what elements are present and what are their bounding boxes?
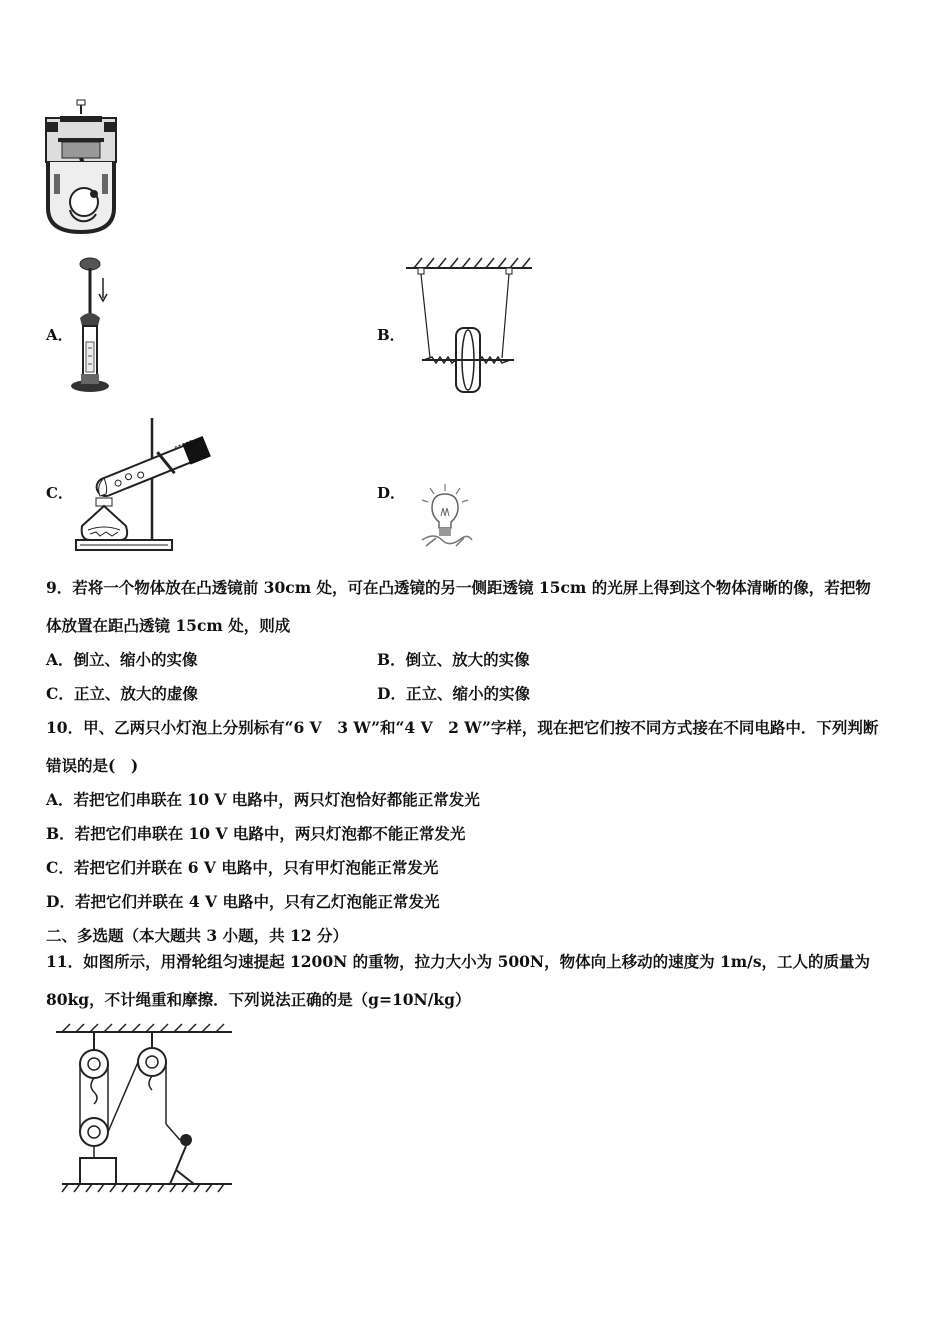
q10-option-a: A．若把它们串联在 10 V 电路中，两只灯泡恰好都能正常发光 xyxy=(46,790,480,809)
q10-text-line1: 10．甲、乙两只小灯泡上分别标有“6 V 3 W”和“4 V 2 W”字样，现在把它们按不同方式接在不同电路中．下列判断 xyxy=(46,718,879,737)
q9-text-line2: 体放置在距凸透镜 15cm 处，则成 xyxy=(46,616,291,635)
q8-option-d-label: D． xyxy=(377,484,406,502)
section-heading-multiple-choice: 二、多选题（本大题共 3 小题，共 12 分） xyxy=(46,926,348,945)
q10-option-b: B．若把它们串联在 10 V 电路中，两只灯泡都不能正常发光 xyxy=(46,824,466,843)
maxwell-wheel-figure xyxy=(402,256,536,398)
q9-option-c: C．正立、放大的虚像 xyxy=(46,684,198,703)
q11-text-line1: 11．如图所示，用滑轮组匀速提起 1200N 的重物，拉力大小为 500N，物体向上移动的速度为 1m/s，工人的质量为 xyxy=(46,952,871,971)
q8-option-a-label: A． xyxy=(46,326,73,344)
q9-text-line1: 9．若将一个物体放在凸透镜前 30cm 处，可在凸透镜的另一侧距透镜 15cm 的光屏上得到这个物体清晰的像，若把物 xyxy=(46,578,871,597)
air-pump-figure xyxy=(68,256,114,396)
q9-option-b: B．倒立、放大的实像 xyxy=(377,650,530,669)
q11-text-line2: 80kg，不计绳重和摩擦．下列说法正确的是（g=10N/kg） xyxy=(46,990,471,1009)
engine-cylinder-figure xyxy=(40,98,122,234)
light-bulb-figure xyxy=(416,482,474,552)
q9-option-a: A．倒立、缩小的实像 xyxy=(46,650,198,669)
q9-option-d: D．正立、缩小的实像 xyxy=(377,684,530,703)
q10-text-line2: 错误的是( ) xyxy=(46,756,139,775)
pulley-system-figure xyxy=(48,1022,238,1194)
q10-option-d: D．若把它们并联在 4 V 电路中，只有乙灯泡能正常发光 xyxy=(46,892,440,911)
test-tube-heating-figure xyxy=(70,414,216,556)
q8-option-c-label: C． xyxy=(46,484,73,502)
q10-option-c: C．若把它们并联在 6 V 电路中，只有甲灯泡能正常发光 xyxy=(46,858,439,877)
q8-option-b-label: B． xyxy=(377,326,405,344)
